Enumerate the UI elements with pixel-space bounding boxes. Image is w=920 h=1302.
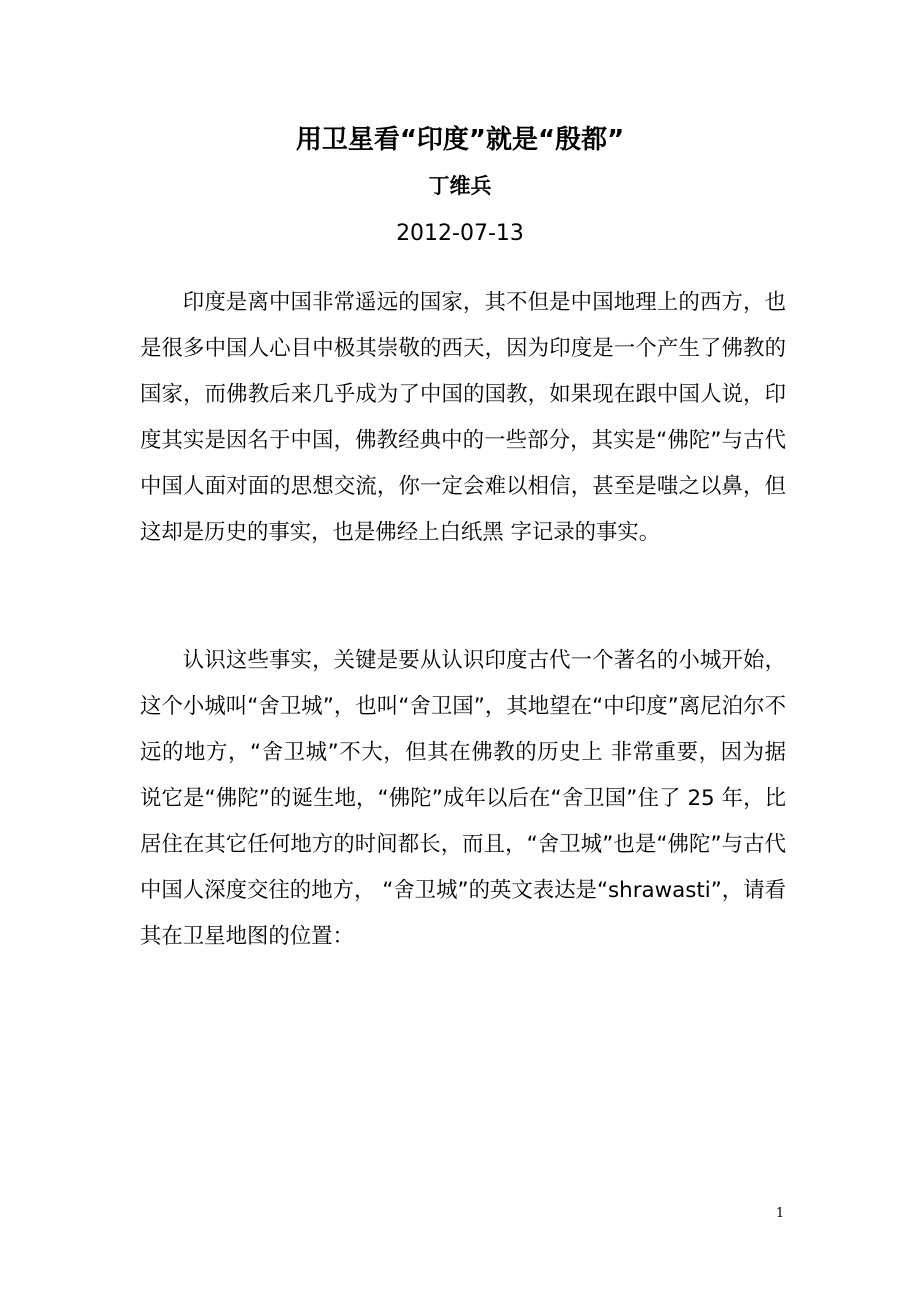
page-number: 1 — [775, 1206, 785, 1221]
document-date: 2012-07-13 — [396, 221, 524, 246]
document-author: 丁维兵 — [428, 174, 492, 198]
body-paragraph-1: 印度是离中国非常遥远的国家，其不但是中国地理上的西方，也是很多中国人心目中极其崇敬的西天，因为印度是一个产生了佛教的国家，而佛教后来几乎成为了中国的国教，如果现在跟中国人说，印度其实是因名于中国，佛教经典中的一些部分，其实是“佛陀”与古代中国人面对面的思想交流，你一定会难以相信，甚至是嗤之以鼻，但这却是历史的事实，也是佛经上白纸黑 字记录的事实。 — [140, 290, 786, 545]
document-title: 用卫星看“印度”就是“殷都” — [295, 125, 625, 155]
body-paragraph-2: 认识这些事实，关键是要从认识印度古代一个著名的小城开始，这个小城叫“舍卫城”，也叫“舍卫国”，其地望在“中印度”离尼泊尔不远的地方，“舍卫城”不大，但其在佛教的历史上 非常重要，因为据说它是“佛陀”的诞生地，“佛陀”成年以后在“舍卫国”住了 25 年，比居住在其它任何地方的时间都长，而且，“舍卫城”也是“佛陀”与古代中国人深度交往的地方， “舍卫城”的英文表达是“shrawasti”，请看其在卫星地图的位置： — [140, 648, 786, 949]
